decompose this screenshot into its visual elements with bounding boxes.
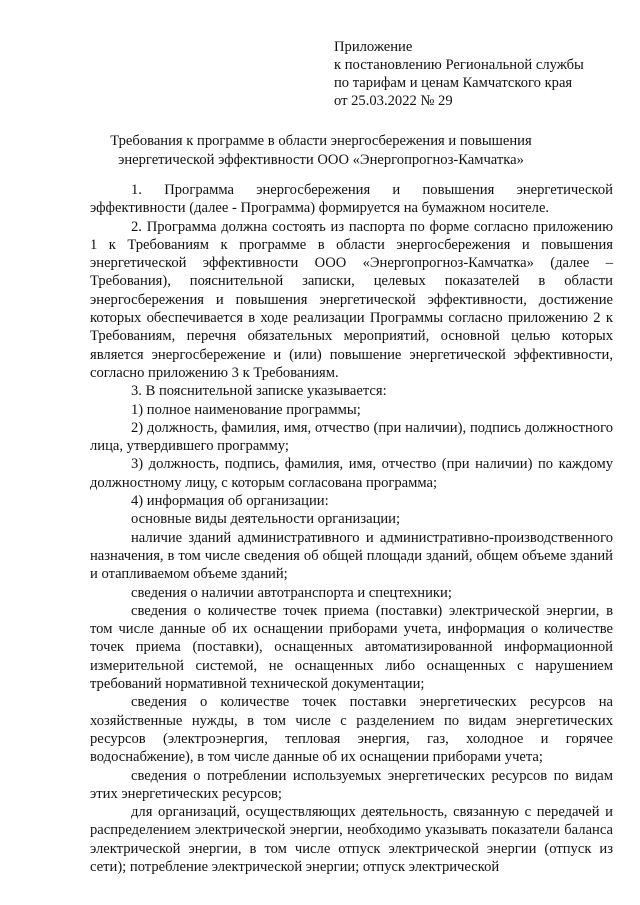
appendix-line: к постановлению Региональной службы xyxy=(334,57,584,73)
appendix-header xyxy=(334,38,584,110)
paragraph: для организаций, осуществляющих деятельность, связанную с передачей и распределением электрической энергии, необходимо указывать показатели баланса электрической энергии, в том числе отпуск электрической энергии (отпуск из сети); потребление электрической энергии; отпуск электрической xyxy=(90,804,613,875)
paragraph: 1) полное наименование программы; xyxy=(131,401,361,418)
title-line: Требования к программе в области энергосбережения и повышения xyxy=(110,133,532,149)
paragraph: основные виды деятельности организации; xyxy=(131,511,401,528)
paragraph: наличие зданий административного и административно-производственного назначения, в том числе сведения об общей площади зданий, общем объеме зданий и отапливаемом объеме зданий; xyxy=(90,529,613,583)
document-title xyxy=(90,132,552,170)
paragraph: 4) информация об организации: xyxy=(131,493,329,510)
paragraph: 1. Программа энергосбережения и повышения энергетической эффективности (далее - Программа) формируется на бумажном носителе. xyxy=(90,182,613,217)
paragraph: 3. В пояснительной записке указывается: xyxy=(131,383,387,400)
appendix-line: Приложение xyxy=(334,39,413,55)
title-line: энергетической эффективности ООО «Энергопрогноз-Камчатка» xyxy=(118,152,524,168)
paragraph: сведения о наличии автотранспорта и спецтехники; xyxy=(131,584,452,601)
paragraph: 2) должность, фамилия, имя, отчество (при наличии), подпись должностного лица, утвердившего программу; xyxy=(90,419,613,455)
appendix-date-line: от 25.03.2022 № 29 xyxy=(334,93,453,109)
paragraph: 3) должность, подпись, фамилия, имя, отчество (при наличии) по каждому должностному лицу, с которым согласована программа; xyxy=(90,456,613,491)
paragraph: сведения о количестве точек поставки энергетических ресурсов на хозяйственные нужды, в том числе с разделением по видам энергетических ресурсов (электроэнергия, тепловая энергия, газ, холодное и горячее водоснабжение), в том числе данные об их оснащении приборами учета; xyxy=(90,694,613,766)
document-body xyxy=(90,181,613,876)
appendix-line: по тарифам и ценам Камчатского края xyxy=(334,75,573,91)
paragraph: сведения о потреблении используемых энергетических ресурсов по видам этих энергетических ресурсов; xyxy=(90,767,613,802)
paragraph: сведения о количестве точек приема (поставки) электрической энергии, в том числе данные об их оснащении приборами учета, информация о количестве точек приема (поставки), оснащенных автоматизированной информационной измерительной системой, не оснащенных либо оснащенных с нарушением требований нормативной технической документации; xyxy=(90,602,613,693)
paragraph: 2. Программа должна состоять из паспорта по форме согласно приложению 1 к Требованиям к программе в области энергосбережения и повышения энергетической эффективности ООО «Энергопрогноз-Камчатка» (далее – Требования), пояснительной записки, целевых показателей в области энергосбережения и повышения энергетической эффективности, достижение которых обеспечивается в ходе реализации Программы согласно приложению 2 к Требованиям, перечня обязательных мероприятий, основной целью которых является энергосбережение и (или) повышение энергетической эффективности, согласно приложению 3 к Требованиям. xyxy=(90,218,613,381)
